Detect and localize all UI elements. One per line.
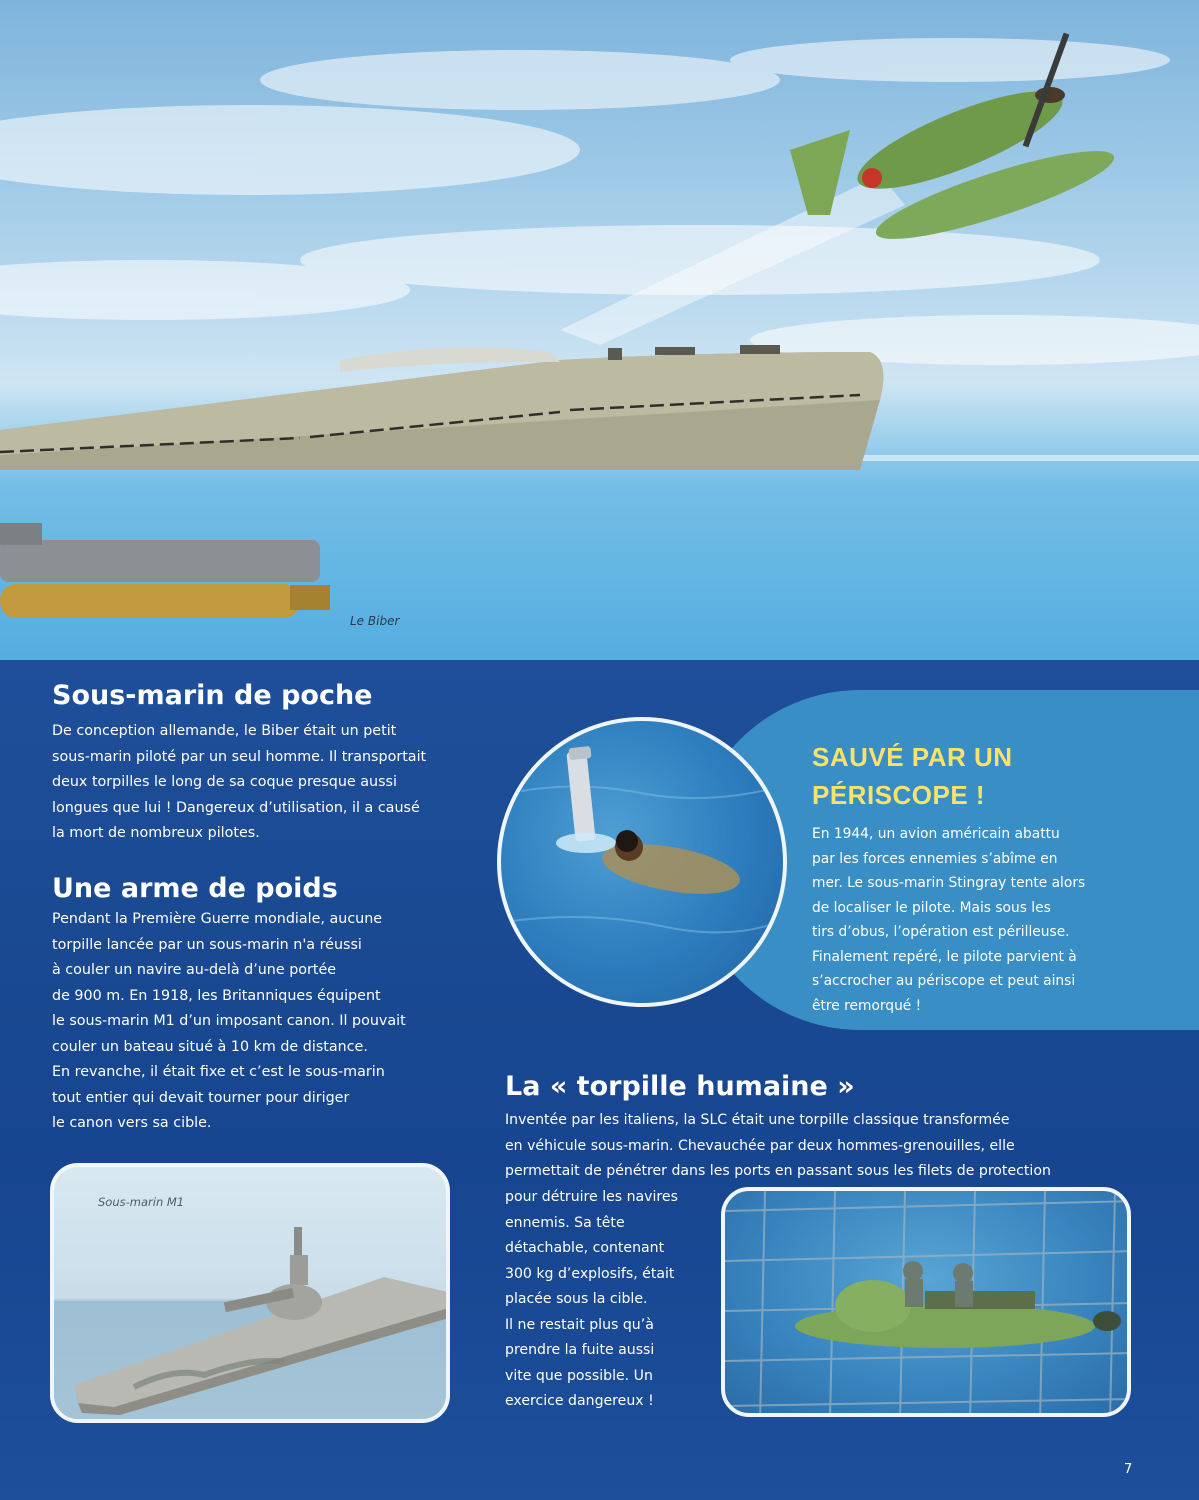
text-line: de localiser le pilote. Mais sous les: [812, 899, 1051, 916]
text-line: pour détruire les navires: [505, 1189, 678, 1205]
text-line: tout entier qui devait tourner pour diriger: [52, 1089, 350, 1106]
m1-caption: Sous-marin M1: [98, 1195, 185, 1209]
text-line: en véhicule sous-marin. Chevauchée par deux hommes-grenouilles, elle: [505, 1137, 1015, 1154]
periscope-rescue-image: [497, 717, 787, 1007]
text-line: la mort de nombreux pilotes.: [52, 825, 260, 841]
m1-submarine-photo: [50, 1163, 450, 1423]
text-line: tirs d’obus, l’opération est périlleuse.: [812, 924, 1070, 940]
text-line: placée sous la cible.: [505, 1291, 648, 1307]
section-title-pocket-sub: Sous-marin de poche: [52, 680, 373, 711]
periscope-box-text: [812, 822, 1085, 1018]
biber-caption: Le Biber: [350, 614, 400, 628]
large-submarine: [0, 345, 883, 470]
text-line: En 1944, un avion américain abattu: [812, 826, 1060, 842]
text-line: à couler un navire au-delà d’une portée: [52, 962, 337, 978]
section-title-human-torpedo: La « torpille humaine »: [505, 1071, 855, 1102]
text-line: détachable, contenant: [505, 1240, 665, 1256]
slc-torpedo-photo: [721, 1187, 1131, 1417]
text-line: prendre la fuite aussi: [505, 1342, 655, 1358]
text-line: Finalement repéré, le pilote parvient à: [812, 948, 1077, 965]
text-line: exercice dangereux !: [505, 1393, 654, 1409]
title-line: SAUVÉ PAR UN: [812, 742, 1013, 772]
text-line: 300 kg d’explosifs, était: [505, 1265, 675, 1282]
hero-illustration: [0, 0, 1199, 660]
hero-scene: [0, 0, 1199, 660]
text-line: le sous-marin M1 d’un imposant canon. Il pouvait: [52, 1013, 406, 1029]
text-line: Inventée par les italiens, la SLC était une torpille classique transformée: [505, 1112, 1010, 1128]
text-line: deux torpilles le long de sa coque presque aussi: [52, 774, 397, 790]
text-line: De conception allemande, le Biber était un petit: [52, 723, 397, 739]
text-line: vite que possible. Un: [505, 1367, 653, 1384]
periscope-box-title: [812, 738, 1013, 814]
text-line: s’accrocher au périscope et peut ainsi: [812, 973, 1076, 989]
section-text-human-torpedo-wide: [505, 1108, 1051, 1185]
text-line: Il ne restait plus qu’à: [505, 1316, 654, 1333]
text-line: être remorqué !: [812, 997, 922, 1014]
section-text-pocket-sub: [52, 719, 426, 847]
text-line: En revanche, il était fixe et c’est le sous-marin: [52, 1064, 385, 1080]
section-text-weapon: [52, 907, 406, 1137]
text-line: torpille lancée par un sous-marin n'a réussi: [52, 936, 362, 953]
slc-scene: [725, 1191, 1131, 1417]
text-line: mer. Le sous-marin Stingray tente alors: [812, 875, 1086, 891]
text-line: couler un bateau situé à 10 km de distance.: [52, 1038, 368, 1055]
biber-submarine: [0, 523, 330, 618]
page-number: 7: [1124, 1462, 1133, 1477]
text-line: sous-marin piloté par un seul homme. Il transportait: [52, 748, 427, 765]
text-line: Pendant la Première Guerre mondiale, aucune: [52, 911, 383, 927]
text-line: de 900 m. En 1918, les Britanniques équipent: [52, 987, 381, 1004]
text-line: ennemis. Sa tête: [505, 1214, 625, 1231]
text-line: longues que lui ! Dangereux d’utilisation, il a causé: [52, 799, 420, 816]
section-title-weapon: Une arme de poids: [52, 873, 338, 904]
text-line: permettait de pénétrer dans les ports en passant sous les filets de protection: [505, 1163, 1051, 1179]
periscope-scene: [501, 721, 783, 1003]
section-text-human-torpedo-narrow: [505, 1185, 678, 1415]
title-line: PÉRISCOPE !: [812, 780, 986, 810]
text-line: par les forces ennemies s’abîme en: [812, 850, 1058, 867]
text-line: le canon vers sa cible.: [52, 1115, 212, 1131]
